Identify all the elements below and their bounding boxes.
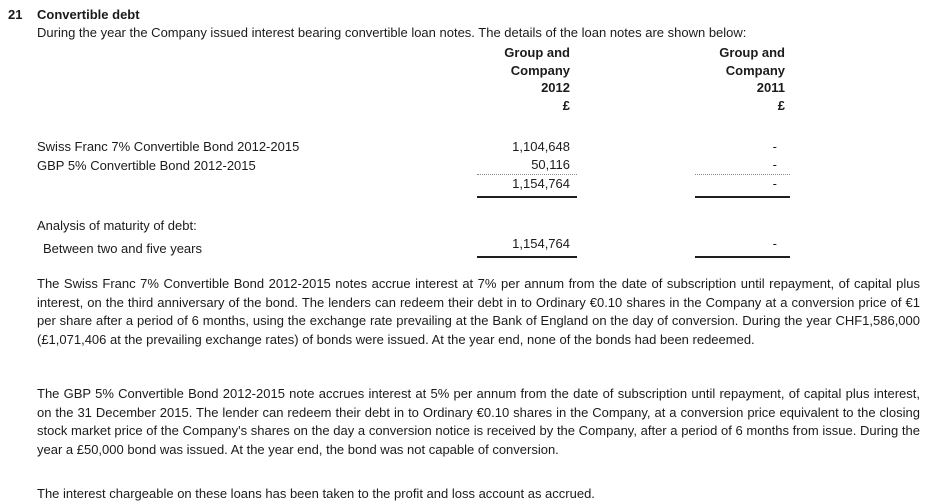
table-header-row — [37, 44, 920, 114]
paragraph-gbp-bond: The GBP 5% Convertible Bond 2012-2015 note accrues interest at 5% per annum from the date of subscription until repayment, of capital plus interest, on the 31 December 2015. The lender can redeem their debt in to Ordinary €0.10 shares in the Company, at a conversion price equivalent to the closing stock market price of the Company's shares on the day a conversion notice is received by the Company, after a period of 6 months from issue. During the year a £50,000 bond was issued. At the year end, the bond was not capable of conversion. — [37, 386, 920, 457]
maturity-amount-2012: 1,154,764 — [477, 235, 577, 258]
maturity-row — [37, 235, 920, 258]
paragraph-interest-chargeable: The interest chargeable on these loans has been taken to the profit and loss account as accrued. — [37, 486, 595, 501]
column-header-2012 — [477, 44, 577, 114]
paragraph-swiss-franc-bond: The Swiss Franc 7% Convertible Bond 2012-2015 notes accrue interest at 7% per annum from the date of subscription until repayment, of capital plus interest, on the third anniversary of the bond. The lenders can redeem their debt in to Ordinary €0.10 shares in the Company at a conversion price of €1 per share after a period of 6 months, using the exchange rate prevailing at the Bank of England on the day of conversion. During the year CHF1,586,000 (£1,071,406 at the prevailing exchange rates) of bonds were issued. At the year end, none of the bonds had been redeemed. — [37, 276, 920, 347]
amount-2012: 50,116 — [477, 156, 577, 175]
row-label: Between two and five years — [43, 241, 202, 256]
header-line: £ — [777, 97, 785, 113]
intro-text: During the year the Company issued interest bearing convertible loan notes. The details of the loan notes are shown below: — [37, 25, 747, 40]
note-title: Convertible debt — [37, 7, 140, 22]
loan-notes-table — [37, 44, 920, 258]
amount-2011: - — [772, 139, 777, 154]
row-label: Swiss Franc 7% Convertible Bond 2012-2015 — [37, 139, 300, 154]
header-line: Company — [510, 62, 570, 78]
header-line: Group and — [719, 45, 785, 60]
note-body — [37, 6, 920, 504]
total-amount-2011: - — [695, 175, 790, 198]
total-amount-2012: 1,154,764 — [477, 175, 577, 198]
header-line: 2012 — [541, 80, 570, 95]
maturity-amount-2011: - — [695, 235, 790, 258]
header-line: Company — [725, 62, 785, 78]
table-row — [37, 138, 920, 156]
note-number: 21 — [8, 7, 23, 22]
amount-2012: 1,104,648 — [512, 139, 570, 154]
amount-2011: - — [695, 156, 790, 175]
maturity-heading: Analysis of maturity of debt: — [37, 218, 197, 233]
table-total-row — [37, 175, 920, 198]
row-label: GBP 5% Convertible Bond 2012-2015 — [37, 158, 256, 173]
table-row — [37, 156, 920, 175]
note-section — [8, 6, 920, 504]
header-line: Group and — [504, 45, 570, 60]
header-line: £ — [562, 97, 570, 113]
column-header-2011 — [695, 44, 790, 114]
header-line: 2011 — [756, 80, 785, 95]
